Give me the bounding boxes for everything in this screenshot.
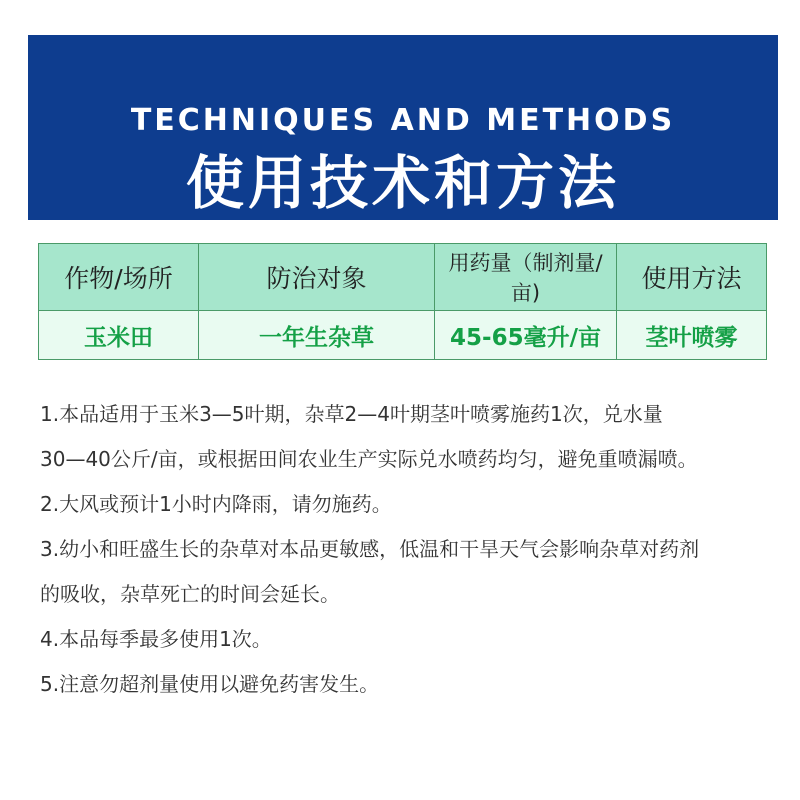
cell-target: 一年生杂草 [199, 311, 435, 360]
header-dosage: 用药量（制剂量/亩) [435, 244, 617, 311]
header-crop: 作物/场所 [39, 244, 199, 311]
banner-title-chinese: 使用技术和方法 [185, 149, 620, 217]
note-line: 3.幼小和旺盛生长的杂草对本品更敏感，低温和干旱天气会影响杂草对药剂 [40, 537, 700, 561]
note-line: 的吸收，杂草死亡的时间会延长。 [40, 582, 340, 606]
note-line: 2.大风或预计1小时内降雨，请勿施药。 [40, 492, 392, 516]
note-line: 4.本品每季最多使用1次。 [40, 627, 272, 651]
header-target: 防治对象 [199, 244, 435, 311]
usage-notes [40, 398, 780, 713]
note-line: 5.注意勿超剂量使用以避免药害发生。 [40, 672, 380, 696]
note-line: 1.本品适用于玉米3—5叶期，杂草2—4叶期茎叶喷雾施药1次，兑水量 [40, 402, 663, 426]
usage-table [38, 243, 767, 360]
note-line: 30—40公斤/亩，或根据田间农业生产实际兑水喷药均匀，避免重喷漏喷。 [40, 447, 698, 471]
cell-crop: 玉米田 [39, 311, 199, 360]
cell-method: 茎叶喷雾 [617, 311, 767, 360]
banner-title-english: TECHNIQUES AND METHODS [130, 103, 676, 138]
cell-dosage: 45-65毫升/亩 [435, 311, 617, 360]
header-method: 使用方法 [617, 244, 767, 311]
table-row [39, 311, 767, 360]
title-banner [28, 35, 778, 220]
table-header-row [39, 244, 767, 311]
